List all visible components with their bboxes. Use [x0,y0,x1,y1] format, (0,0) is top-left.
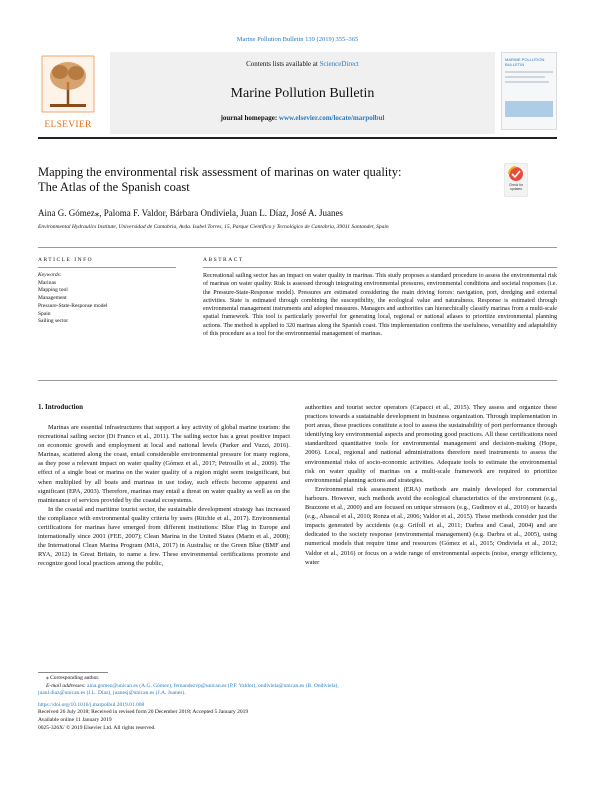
contents-prefix: Contents lists available at [246,60,320,68]
check-updates-icon [504,163,528,197]
paragraph: authorities and tourist sector operators (Capacci et al., 2015). They assess and organize these practices towards a sustainable development in business organization. Through implementation in port areas, these practices constitute a tool to assess the sustainability of port performance through identifying key environmental aspects and promoting good practices. All these certifications need standardized quantitative tools for environmental management and decision-making (Hope, 2006). Local, regional and national administrations therefore need instruments to assess the environmental risks of socio-economic activities. Adequate tools to estimate the environmental risk on water quality of marinas on a multi-scale framework are required to prioritize environmental planning actions and strategies. [305,404,557,484]
paragraph: Marinas are essential infrastructures that support a key activity of global marine tourism: the recreational sailing sector (Di Franco et al., 2011). The sailing sector has a great positive impact on economic growth and employment at local and national levels (Parker and Vuzzi, 2016). Marinas, scattered along the coast, entail considerable environmental pressure for many regions, as they pose a relevant impact on water quality (Gómez et al., 2017; Petrosillo et al., 2009). The effect of a single boat or marina on the water quality of a region might seem insignificant, but when multiplied by all boats and marinas in use today, such effects become apparent and significant (EPA, 2003). Therefore, marinas may entail a threat on water quality as well as on the maintenance of services provided by the coastal ecosystems. [38,424,290,504]
body-column-left [38,423,290,569]
author-list: Aina G. Gómez⁎, Paloma F. Valdor, Bárbara Ondiviela, Juan L. Díaz, José A. Juanes [38,208,343,218]
elsevier-logo[interactable] [38,52,98,130]
homepage-label: journal homepage: [220,114,279,122]
affiliation: Environmental Hydraulics Institute, Universidad de Cantabria, Avda. Isabel Torres, 15, Parque Científico y Tecnológico de Cantabria, 39011 Santander, Spain [38,224,389,230]
header-rule [38,137,557,139]
keyword-item: Sailing sector [38,318,69,325]
journal-title[interactable]: Marine Pollution Bulletin [230,86,375,101]
paragraph: Environmental risk assessment (ERA) methods are mainly developed for commercial harbours. However, such methods avoid the ecological characteristics of the environment (e.g., Brazzone et al., 2000) and are focused on unique stressors (e.g., Gudimov et al., 2010) or hazards (e.g., Abascal et al., 2010; Ronza et al., 2006; Valdor et al., 2015). These methods consider just the impacts generated by accidents (e.g. Grifoll et al., 2011; Darbra and Casal, 2004) and are dedicated to the society response (environmental management) (e.g. Darbra et al., 2005), using numerical models that require time and resources (Gómez et al., 2015; Ondiviela et al., 2012; Valdor et al., 2016) or focus on a wide range of environmental aspects (noise, energy efficiency, water [305,485,557,566]
corresponding-author-note: ⁎ Corresponding author. [46,675,100,681]
received-dates: Received 26 July 2018; Received in revised form 20 December 2018; Accepted 5 January 2019 [38,709,249,716]
footnote-rule [38,672,108,673]
journal-header [38,52,557,134]
sciencedirect-link[interactable]: ScienceDirect [319,60,359,68]
paper-title-line-2: The Atlas of the Spanish coast [38,180,190,194]
elsevier-tree-icon [38,52,98,114]
cover-title: MARINE POLLUTION BULLETIN [505,57,545,67]
keyword-item: Marinas [38,279,57,286]
article-info-rule [38,267,176,268]
keywords-block [38,272,108,326]
elsevier-wordmark: ELSEVIER [44,120,92,130]
email-links-cont[interactable]: juanl.diaz@unican.es (J.L. Díaz), juanesj@unican.es (J.A. Juanes). [38,690,186,697]
contents-line [110,60,495,68]
keyword-item: Mapping tool [38,287,68,294]
section-heading-introduction: 1. Introduction [38,403,83,411]
emails-label: E-mail addresses: [46,682,86,689]
check-updates-label: Check for updates [508,183,524,191]
body-column-right [305,403,557,567]
abstract-heading: ABSTRACT [203,257,244,263]
paragraph: In the coastal and maritime tourist sector, the sustainable development strategy has increased the compliance with environmental quality criteria by users (Ritchie et al., 2017). Environmental certifications for marinas have emerged from different institutions: Blue Flag in Europe and internationally since 2001 (FEE, 2007); Clean Marina in the United States (Marin et al., 2008); the International Clean Marina Program (MIA, 2017) in Australia; or the Green Blue (BMF and RYA, 2012) in Great Britain, to name a few. These environmental certifications promote and recognize good local practices among the public, [38,505,290,568]
keyword-item: Management [38,295,67,302]
check-for-updates-badge[interactable] [504,163,528,197]
journal-reference-link[interactable]: Marine Pollution Bulletin 139 (2019) 355–365 [236,36,359,43]
journal-cover-image[interactable] [501,52,557,130]
footnotes [38,675,557,732]
header-center-panel [110,52,495,134]
body-rule [38,380,557,381]
copyright: 0025-326X/ © 2019 Elsevier Ltd. All rights reserved. [38,724,156,731]
homepage-link[interactable]: www.elsevier.com/locate/marpolbul [278,114,385,122]
paper-title [38,165,488,195]
available-online: Available online 11 January 2019 [38,716,112,723]
paper-title-line-1: Mapping the environmental risk assessment of marinas on water quality: [38,165,402,179]
keyword-item: Spain [38,310,51,317]
abstract-text: Recreational sailing sector has an impact on water quality in marinas. This study proposes a standard procedure to assess the environmental risk of marinas on water quality. Risk is assessed through integrating environmental pressures, environmental conditions and societal responses (i.e. the Pressure-State-Response model). Pressures are estimated considering the main driving forces: navigation, port, dredging and external activities. State is estimated through combining the susceptibility, the ecological value and naturalness. Response is estimated through environmental management instruments and adopted measures. Managers and authorities can hierarchically classify marinas from a multi-scale spatial framework. This tool is particularly powerful for generating local, regional or national atlases to prioritize environmental planning actions. The method is applied to 320 marinas along the Spanish coast. This implementation confirms the usefulness, versatility and adaptability of this procedure as a tool for the environmental management of marinas. [203,273,557,338]
abstract-rule [203,267,557,268]
keywords-label: Keywords: [38,272,62,278]
email-links[interactable]: aina.gomez@unican.es (A.G. Gómez), fernandezvp@unican.es (P.F. Valdor), ondiviela@unican.es (B. Ondiviela), [85,682,339,689]
cover-art-icon [502,67,556,123]
meta-rule [38,247,557,248]
homepage-line [110,114,495,122]
article-info-heading: ARTICLE INFO [38,257,94,263]
doi-link[interactable]: https://doi.org/10.1016/j.marpolbul.2019.01.008 [38,701,145,708]
keyword-item: Pressure-State-Response model [38,302,108,309]
